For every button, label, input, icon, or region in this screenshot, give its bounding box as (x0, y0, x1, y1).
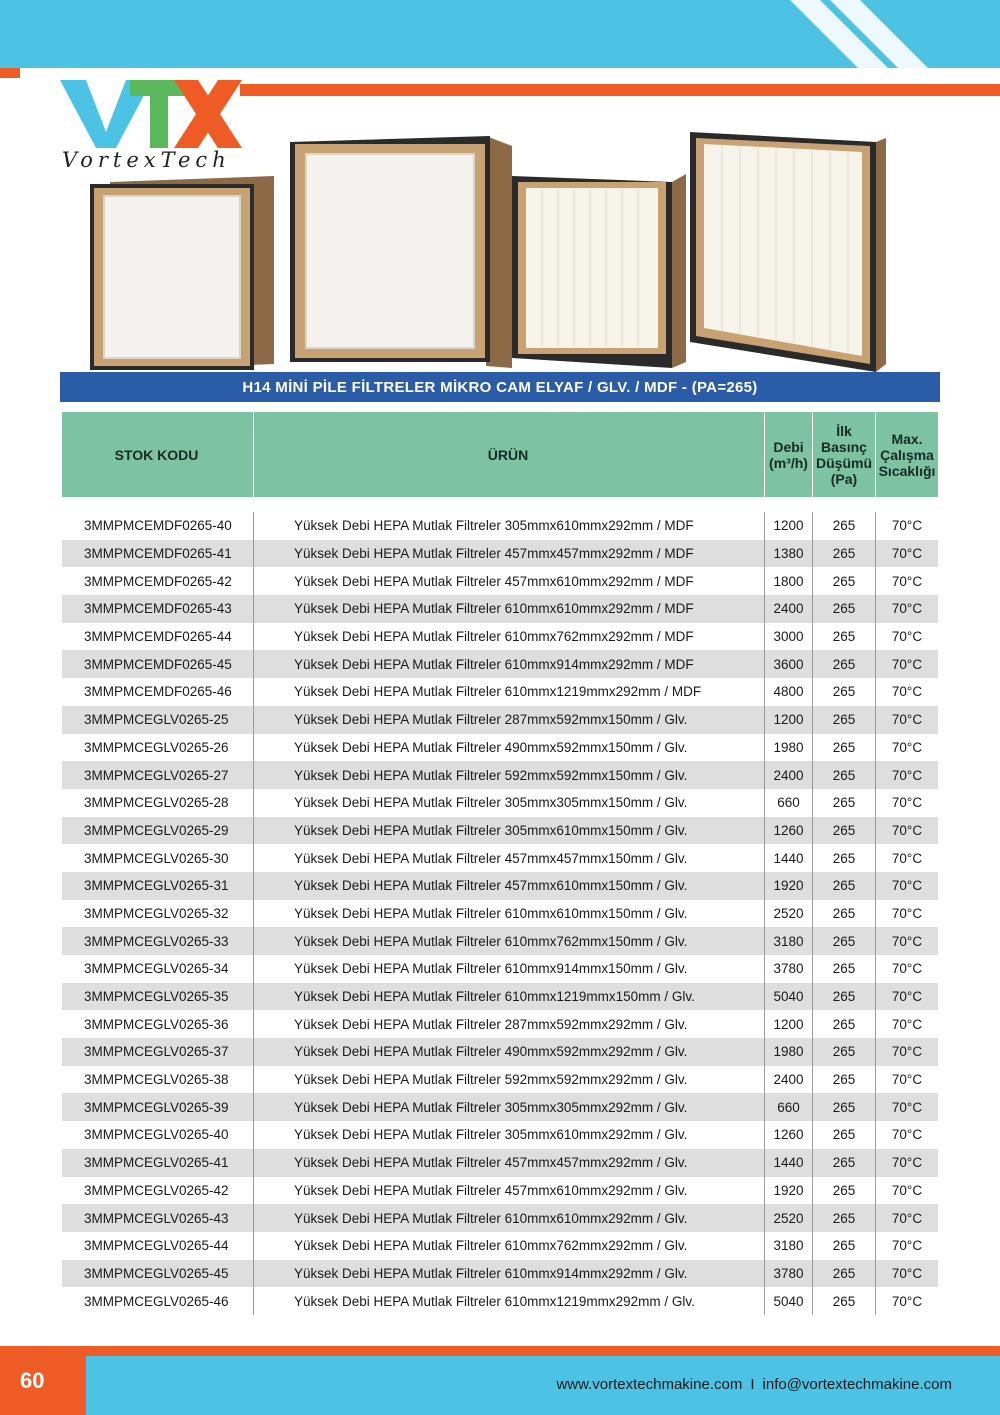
stock-code-cell: 3MMPMCEGLV0265-37 (62, 1038, 254, 1066)
product-cell: Yüksek Debi HEPA Mutlak Filtreler 490mmx592mmx150mm / Glv. (254, 734, 765, 762)
pressure-cell: 265 (813, 512, 876, 540)
table-row (62, 955, 938, 983)
product-cell: Yüksek Debi HEPA Mutlak Filtreler 610mmx914mmx292mm / MDF (254, 650, 765, 678)
flow-cell: 1260 (765, 1121, 813, 1149)
pressure-cell: 265 (813, 734, 876, 762)
stock-code-cell: 3MMPMCEGLV0265-46 (62, 1287, 254, 1315)
top-accent-left (0, 68, 20, 78)
product-cell: Yüksek Debi HEPA Mutlak Filtreler 457mmx610mmx292mm / Glv. (254, 1177, 765, 1205)
temperature-cell: 70°C (891, 1182, 923, 1198)
table-row (62, 761, 938, 789)
flow-cell: 5040 (765, 1287, 813, 1315)
stock-code-cell: 3MMPMCEMDF0265-45 (62, 650, 254, 678)
product-cell: Yüksek Debi HEPA Mutlak Filtreler 592mmx592mmx150mm / Glv. (254, 761, 765, 789)
temperature-cell: 70°C (891, 989, 923, 1005)
pressure-cell: 265 (813, 595, 876, 623)
header-stock-code: STOK KODU (62, 412, 254, 497)
product-cell: Yüksek Debi HEPA Mutlak Filtreler 305mmx305mmx150mm / Glv. (254, 789, 765, 817)
stock-code-cell: 3MMPMCEGLV0265-42 (62, 1177, 254, 1205)
product-cell: Yüksek Debi HEPA Mutlak Filtreler 457mmx610mmx150mm / Glv. (254, 872, 765, 900)
temperature-cell: 70°C (891, 1044, 923, 1060)
product-cell: Yüksek Debi HEPA Mutlak Filtreler 610mmx610mmx292mm / Glv. (254, 1204, 765, 1232)
stock-code-cell: 3MMPMCEMDF0265-41 (62, 540, 254, 568)
table-row (62, 1260, 938, 1288)
table-row (62, 623, 938, 651)
product-cell: Yüksek Debi HEPA Mutlak Filtreler 457mmx610mmx292mm / MDF (254, 567, 765, 595)
stock-code-cell: 3MMPMCEGLV0265-27 (62, 761, 254, 789)
product-cell: Yüksek Debi HEPA Mutlak Filtreler 610mmx1219mmx150mm / Glv. (254, 983, 765, 1011)
flow-cell: 3180 (765, 1232, 813, 1260)
stock-code-cell: 3MMPMCEMDF0265-44 (62, 623, 254, 651)
product-cell: Yüksek Debi HEPA Mutlak Filtreler 305mmx305mmx292mm / Glv. (254, 1093, 765, 1121)
product-cell: Yüksek Debi HEPA Mutlak Filtreler 287mmx592mmx292mm / Glv. (254, 1010, 765, 1038)
pressure-cell: 265 (813, 1287, 876, 1315)
pressure-cell: 265 (813, 1149, 876, 1177)
flow-cell: 660 (765, 1093, 813, 1121)
temperature-cell: 70°C (891, 712, 923, 728)
flow-cell: 1980 (765, 734, 813, 762)
page-number: 60 (20, 1368, 45, 1393)
temperature-cell: 70°C (891, 629, 923, 645)
flow-cell: 1920 (765, 1177, 813, 1205)
product-cell: Yüksek Debi HEPA Mutlak Filtreler 457mmx457mmx292mm / Glv. (254, 1149, 765, 1177)
footer-stripe (0, 1346, 1000, 1356)
temperature-cell: 70°C (891, 905, 923, 921)
pressure-cell: 265 (813, 678, 876, 706)
product-cell: Yüksek Debi HEPA Mutlak Filtreler 457mmx457mmx292mm / MDF (254, 540, 765, 568)
pressure-cell: 265 (813, 844, 876, 872)
product-cell: Yüksek Debi HEPA Mutlak Filtreler 610mmx762mmx150mm / Glv. (254, 927, 765, 955)
pressure-cell: 265 (813, 1232, 876, 1260)
temperature-cell: 70°C (891, 795, 923, 811)
pressure-cell: 265 (813, 817, 876, 845)
product-cell: Yüksek Debi HEPA Mutlak Filtreler 610mmx762mmx292mm / Glv. (254, 1232, 765, 1260)
top-decor (790, 0, 1000, 68)
pressure-cell: 265 (813, 955, 876, 983)
product-cell: Yüksek Debi HEPA Mutlak Filtreler 610mmx1219mmx292mm / Glv. (254, 1287, 765, 1315)
pressure-cell: 265 (813, 1177, 876, 1205)
temperature-cell: 70°C (891, 878, 923, 894)
stock-code-cell: 3MMPMCEGLV0265-26 (62, 734, 254, 762)
table-body (62, 512, 938, 1315)
temperature-cell: 70°C (891, 1265, 923, 1281)
stock-code-cell: 3MMPMCEMDF0265-40 (62, 512, 254, 540)
temperature-cell: 70°C (891, 1016, 923, 1032)
product-cell: Yüksek Debi HEPA Mutlak Filtreler 610mmx1219mmx292mm / MDF (254, 678, 765, 706)
table-row (62, 678, 938, 706)
flow-cell: 2400 (765, 761, 813, 789)
temperature-cell: 70°C (891, 656, 923, 672)
product-cell: Yüksek Debi HEPA Mutlak Filtreler 610mmx914mmx150mm / Glv. (254, 955, 765, 983)
table-row (62, 1287, 938, 1315)
product-cell: Yüksek Debi HEPA Mutlak Filtreler 305mmx610mmx150mm / Glv. (254, 817, 765, 845)
email-link[interactable]: info@vortextechmakine.com (762, 1376, 952, 1393)
pressure-cell: 265 (813, 761, 876, 789)
stock-code-cell: 3MMPMCEGLV0265-41 (62, 1149, 254, 1177)
temperature-cell: 70°C (891, 850, 923, 866)
stock-code-cell: 3MMPMCEGLV0265-40 (62, 1121, 254, 1149)
temperature-cell: 70°C (891, 1127, 923, 1143)
product-cell: Yüksek Debi HEPA Mutlak Filtreler 592mmx592mmx292mm / Glv. (254, 1066, 765, 1094)
temperature-cell: 70°C (891, 601, 923, 617)
stock-code-cell: 3MMPMCEGLV0265-28 (62, 789, 254, 817)
flow-cell: 2400 (765, 1066, 813, 1094)
stock-code-cell: 3MMPMCEMDF0265-42 (62, 567, 254, 595)
table-row (62, 512, 938, 540)
flow-cell: 660 (765, 789, 813, 817)
flow-cell: 1980 (765, 1038, 813, 1066)
table-row (62, 927, 938, 955)
pressure-cell: 265 (813, 927, 876, 955)
header-flow: Debi (m³/h) (765, 412, 813, 497)
flow-cell: 3000 (765, 623, 813, 651)
header-spacer (62, 500, 938, 512)
header-pressure: İlk Basınç Düşümü (Pa) (813, 412, 876, 497)
temperature-cell: 70°C (891, 573, 923, 589)
temperature-cell: 70°C (891, 1099, 923, 1115)
table-row (62, 789, 938, 817)
temperature-cell: 70°C (891, 739, 923, 755)
stock-code-cell: 3MMPMCEGLV0265-32 (62, 900, 254, 928)
header-temperature: Max. Çalışma Sıcaklığı (878, 430, 936, 479)
table-row (62, 1093, 938, 1121)
flow-cell: 1920 (765, 872, 813, 900)
website-link[interactable]: www.vortextechmakine.com (556, 1376, 743, 1393)
table-row (62, 1149, 938, 1177)
temperature-cell: 70°C (891, 961, 923, 977)
flow-cell: 3780 (765, 955, 813, 983)
table-row (62, 567, 938, 595)
table-row (62, 1232, 938, 1260)
table-row (62, 1204, 938, 1232)
footer-contact (556, 1376, 952, 1393)
pressure-cell: 265 (813, 1038, 876, 1066)
pressure-cell: 265 (813, 1066, 876, 1094)
product-cell: Yüksek Debi HEPA Mutlak Filtreler 305mmx610mmx292mm / MDF (254, 512, 765, 540)
table-row (62, 817, 938, 845)
flow-cell: 2400 (765, 595, 813, 623)
filter-image-4 (690, 128, 886, 372)
pressure-cell: 265 (813, 1204, 876, 1232)
stock-code-cell: 3MMPMCEGLV0265-35 (62, 983, 254, 1011)
contact-separator: I (750, 1376, 755, 1393)
pressure-cell: 265 (813, 789, 876, 817)
stock-code-cell: 3MMPMCEGLV0265-34 (62, 955, 254, 983)
pressure-cell: 265 (813, 623, 876, 651)
temperature-cell: 70°C (891, 1072, 923, 1088)
table-row (62, 595, 938, 623)
flow-cell: 3180 (765, 927, 813, 955)
table-row (62, 540, 938, 568)
flow-cell: 3780 (765, 1260, 813, 1288)
flow-cell: 1200 (765, 1010, 813, 1038)
filter-image-1 (90, 174, 276, 372)
stock-code-cell: 3MMPMCEGLV0265-36 (62, 1010, 254, 1038)
table-row (62, 872, 938, 900)
temperature-cell: 70°C (891, 684, 923, 700)
product-cell: Yüksek Debi HEPA Mutlak Filtreler 610mmx610mmx292mm / MDF (254, 595, 765, 623)
temperature-cell: 70°C (891, 933, 923, 949)
table-header (62, 412, 938, 500)
flow-cell: 1200 (765, 512, 813, 540)
temperature-cell: 70°C (891, 1155, 923, 1171)
stock-code-cell: 3MMPMCEGLV0265-29 (62, 817, 254, 845)
temperature-cell: 70°C (891, 1210, 923, 1226)
stock-code-cell: 3MMPMCEMDF0265-46 (62, 678, 254, 706)
flow-cell: 1200 (765, 706, 813, 734)
pressure-cell: 265 (813, 872, 876, 900)
filter-image-2 (290, 134, 512, 368)
product-cell: Yüksek Debi HEPA Mutlak Filtreler 610mmx762mmx292mm / MDF (254, 623, 765, 651)
temperature-cell: 70°C (891, 518, 923, 534)
temperature-cell: 70°C (891, 1293, 923, 1309)
pressure-cell: 265 (813, 1260, 876, 1288)
temperature-cell: 70°C (891, 822, 923, 838)
flow-cell: 1440 (765, 1149, 813, 1177)
product-cell: Yüksek Debi HEPA Mutlak Filtreler 287mmx592mmx150mm / Glv. (254, 706, 765, 734)
pressure-cell: 265 (813, 567, 876, 595)
table-row (62, 983, 938, 1011)
pressure-cell: 265 (813, 900, 876, 928)
pressure-cell: 265 (813, 1093, 876, 1121)
pressure-cell: 265 (813, 540, 876, 568)
product-cell: Yüksek Debi HEPA Mutlak Filtreler 490mmx592mmx292mm / Glv. (254, 1038, 765, 1066)
product-cell: Yüksek Debi HEPA Mutlak Filtreler 610mmx610mmx150mm / Glv. (254, 900, 765, 928)
temperature-cell: 70°C (891, 1238, 923, 1254)
stock-code-cell: 3MMPMCEGLV0265-45 (62, 1260, 254, 1288)
brand-name: VortexTech (62, 148, 231, 172)
pressure-cell: 265 (813, 706, 876, 734)
flow-cell: 3600 (765, 650, 813, 678)
flow-cell: 1380 (765, 540, 813, 568)
table-row (62, 900, 938, 928)
stock-code-cell: 3MMPMCEGLV0265-43 (62, 1204, 254, 1232)
pressure-cell: 265 (813, 983, 876, 1011)
stock-code-cell: 3MMPMCEGLV0265-38 (62, 1066, 254, 1094)
product-cell: Yüksek Debi HEPA Mutlak Filtreler 305mmx610mmx292mm / Glv. (254, 1121, 765, 1149)
table-row (62, 1177, 938, 1205)
temperature-cell: 70°C (891, 546, 923, 562)
flow-cell: 4800 (765, 678, 813, 706)
stock-code-cell: 3MMPMCEMDF0265-43 (62, 595, 254, 623)
flow-cell: 1800 (765, 567, 813, 595)
stock-code-cell: 3MMPMCEGLV0265-31 (62, 872, 254, 900)
header-product: ÜRÜN (254, 412, 765, 497)
table-row (62, 1121, 938, 1149)
top-accent-stripe (240, 84, 1000, 96)
stock-code-cell: 3MMPMCEGLV0265-25 (62, 706, 254, 734)
product-cell: Yüksek Debi HEPA Mutlak Filtreler 457mmx457mmx150mm / Glv. (254, 844, 765, 872)
table-row (62, 706, 938, 734)
table-row (62, 650, 938, 678)
flow-cell: 1260 (765, 817, 813, 845)
table-row (62, 844, 938, 872)
product-cell: Yüksek Debi HEPA Mutlak Filtreler 610mmx914mmx292mm / Glv. (254, 1260, 765, 1288)
stock-code-cell: 3MMPMCEGLV0265-44 (62, 1232, 254, 1260)
table-row (62, 1066, 938, 1094)
stock-code-cell: 3MMPMCEGLV0265-39 (62, 1093, 254, 1121)
pressure-cell: 265 (813, 1121, 876, 1149)
flow-cell: 2520 (765, 1204, 813, 1232)
table-row (62, 1010, 938, 1038)
stock-code-cell: 3MMPMCEGLV0265-30 (62, 844, 254, 872)
filter-image-3 (512, 172, 686, 368)
pressure-cell: 265 (813, 1010, 876, 1038)
pressure-cell: 265 (813, 650, 876, 678)
flow-cell: 1440 (765, 844, 813, 872)
temperature-cell: 70°C (891, 767, 923, 783)
flow-cell: 2520 (765, 900, 813, 928)
flow-cell: 5040 (765, 983, 813, 1011)
stock-code-cell: 3MMPMCEGLV0265-33 (62, 927, 254, 955)
section-title: H14 MİNİ PİLE FİLTRELER MİKRO CAM ELYAF / GLV. / MDF - (PA=265) (60, 372, 940, 402)
table-row (62, 1038, 938, 1066)
product-table (62, 412, 938, 1315)
table-row (62, 734, 938, 762)
